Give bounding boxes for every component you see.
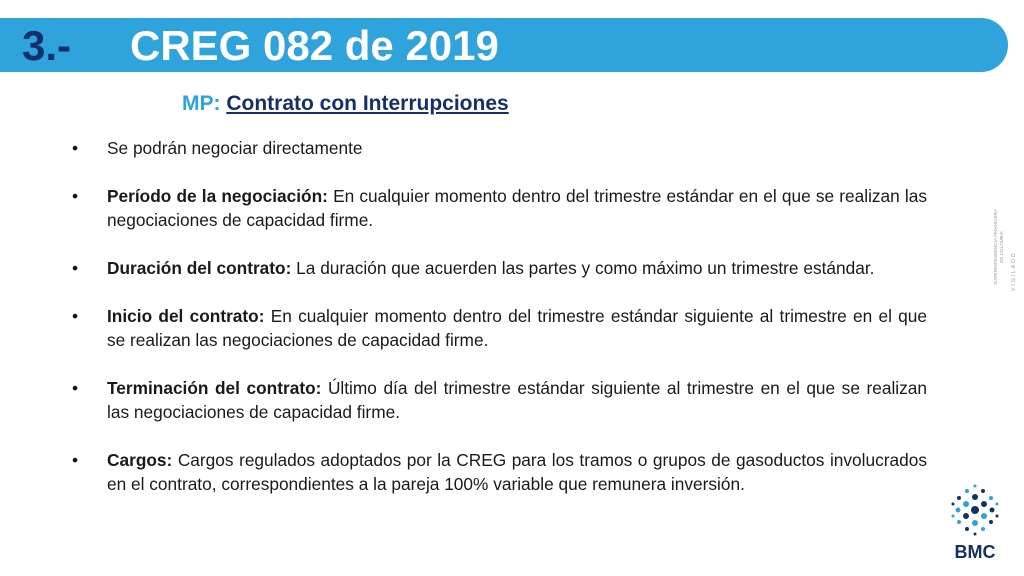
bullet-body: En cualquier momento dentro del trimestre estándar siguiente al trimestre en el que se realizan las negociaciones de capacidad firme. (107, 306, 927, 350)
bullet-text (107, 376, 927, 424)
bullet-dot: • (72, 306, 79, 326)
bullet-text (107, 304, 927, 352)
vigilado-stamp (992, 180, 1020, 315)
bullet-item (72, 304, 927, 352)
bullet-item (72, 448, 927, 496)
bullet-body: En cualquier momento dentro del trimestre estándar en el que se realizan las negociaciones de capacidad firme. (107, 186, 928, 230)
bullet-dot: • (72, 258, 79, 278)
bullet-dot: • (72, 186, 79, 206)
bullet-item (72, 376, 927, 424)
bullet-dot: • (72, 378, 79, 398)
slide-subtitle (182, 90, 509, 118)
bullet-dot: • (72, 138, 79, 158)
globe-icon (952, 485, 999, 536)
bullet-dot: • (72, 450, 79, 470)
bullet-item (72, 184, 927, 232)
bullet-list (72, 136, 927, 520)
bullet-item (72, 256, 927, 280)
subtitle-text: Contrato con Interrupciones (226, 92, 509, 115)
bullet-text (107, 448, 927, 496)
bullet-body: Cargos regulados adoptados por la CREG para los tramos o grupos de gasoductos involucrados en el contrato, correspondientes a la pareja 100% variable que remunera inversión. (107, 450, 927, 494)
bullet-body: Último día del trimestre estándar siguiente al trimestre en el que se realizan las negociaciones de capacidad firme. (107, 378, 927, 422)
bullet-label: Período de la negociación: (107, 186, 328, 206)
stamp-line-2: DE COLOMBIA (999, 231, 1004, 263)
subtitle-prefix: MP: (182, 92, 221, 115)
logo-text: BMC (954, 542, 996, 562)
bullet-label: Duración del contrato: (107, 258, 292, 278)
bullet-text (107, 256, 927, 280)
stamp-line-1: SUPERINTENDENCIA FINANCIERA (993, 209, 998, 285)
bullet-label: Terminación del contrato: (107, 378, 322, 398)
bmc-logo (944, 478, 1006, 564)
slide-title: CREG 082 de 2019 (130, 22, 499, 69)
stamp-line-3: VIGILADO (1011, 251, 1017, 291)
bullet-body: Se podrán negociar directamente (107, 138, 363, 158)
bullet-text (107, 136, 927, 160)
bullet-text (107, 184, 927, 232)
bullet-body: La duración que acuerden las partes y como máximo un trimestre estándar. (296, 258, 875, 278)
slide-number: 3.- (22, 22, 72, 69)
bullet-label: Cargos: (107, 450, 173, 470)
bullet-label: Inicio del contrato: (107, 306, 265, 326)
bullet-item (72, 136, 927, 160)
